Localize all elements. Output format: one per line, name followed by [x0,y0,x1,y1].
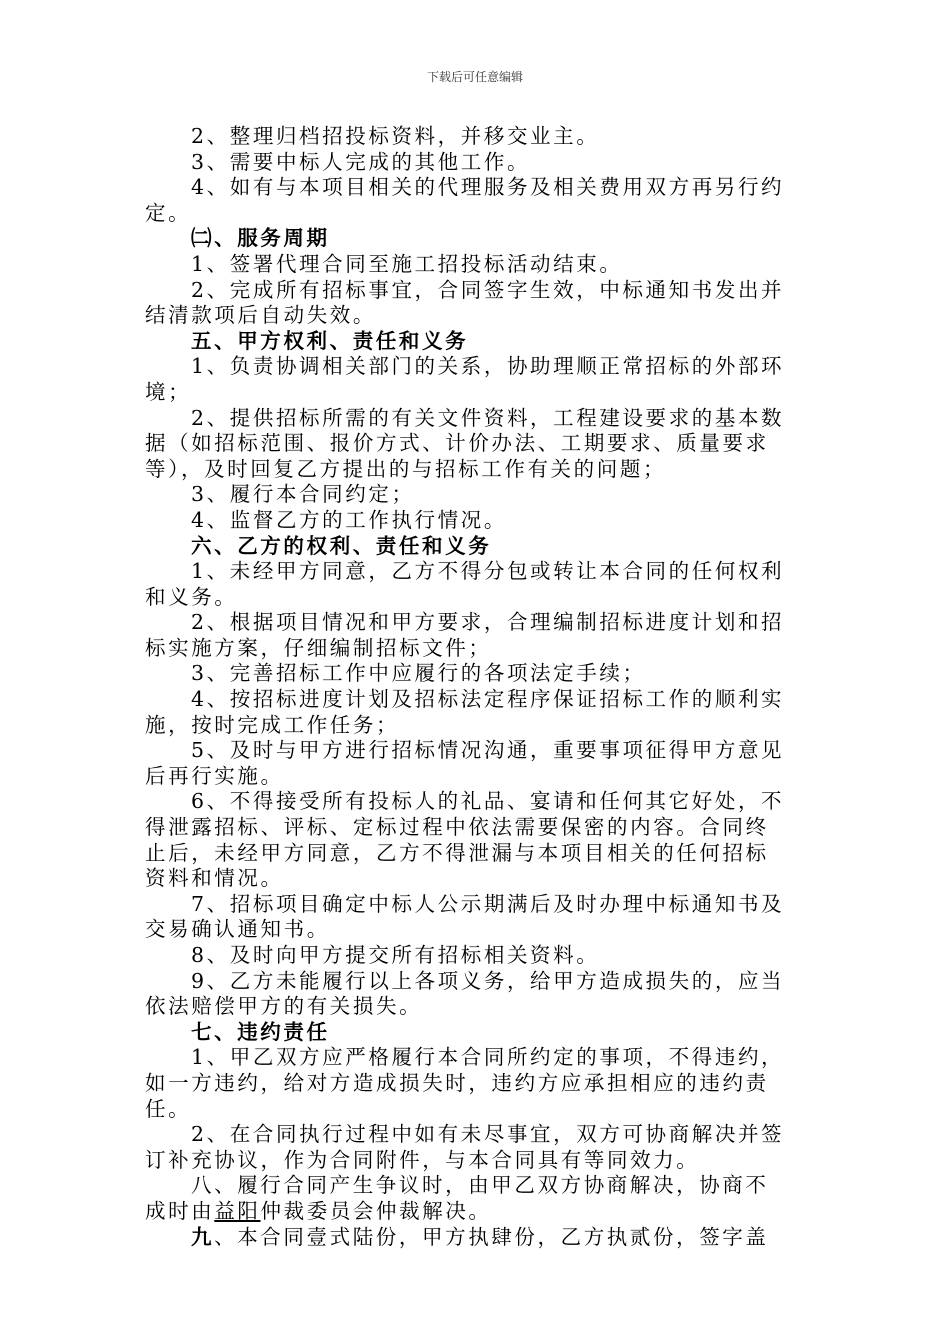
paragraph-line [145,1199,805,1225]
section-heading: 六、乙方的权利、责任和义务 [191,533,492,558]
paragraph-line: 5、及时与甲方进行招标情况沟通，重要事项征得甲方意见 [191,738,785,763]
clause-number: 九 [191,1224,215,1249]
paragraph-line: 2、提供招标所需的有关文件资料，工程建设要求的基本数 [191,405,785,430]
paragraph-line: 定。 [145,200,192,225]
section-heading: ㈡、服务周期 [191,226,330,251]
paragraph-line: 如一方违约，给对方造成损失时，违约方应承担相应的违约责 [145,1070,769,1095]
paragraph-line: 八、履行合同产生争议时，由甲乙双方协商解决，协商不 [191,1173,769,1198]
paragraph-line: 止后，未经甲方同意，乙方不得泄漏与本项目相关的任何招标 [145,840,769,865]
paragraph-line: 4、按招标进度计划及招标法定程序保证招标工作的顺利实 [191,687,785,712]
paragraph-line: 2、整理归档招投标资料，并移交业主。 [191,124,600,148]
paragraph-line [145,1225,805,1251]
section-heading: 七、违约责任 [191,1019,330,1044]
paragraph-line: 1、签署代理合同至施工招投标活动结束。 [191,251,623,276]
underlined-place-name: 益阳 [214,1198,261,1223]
text-segment: 、本合同壹式陆份，甲方执肆份，乙方执贰份，签字盖 [214,1224,769,1249]
paragraph-line: 2、完成所有招标事宜，合同签字生效，中标通知书发出并 [191,277,785,302]
paragraph-line: 交易确认通知书。 [145,917,330,942]
paragraph-line: 3、需要中标人完成的其他工作。 [191,149,531,174]
paragraph-line: 2、根据项目情况和甲方要求，合理编制招标进度计划和招 [191,610,785,635]
paragraph-line: 1、甲乙双方应严格履行本合同所约定的事项，不得违约， [191,1045,785,1070]
paragraph-line: 施，按时完成工作任务； [145,712,400,737]
paragraph-line: 得泄露招标、评标、定标过程中依法需要保密的内容。合同终 [145,815,769,840]
paragraph-line: 后再行实施。 [145,763,284,788]
paragraph-line: 结清款项后自动失效。 [145,303,376,328]
paragraph-line: 和义务。 [145,584,238,609]
paragraph-line: 9、乙方未能履行以上各项义务，给甲方造成损失的，应当 [191,968,785,993]
paragraph-line: 依法赔偿甲方的有关损失。 [145,994,423,1019]
paragraph-line: 据（如招标范围、报价方式、计价办法、工期要求、质量要求 [145,431,769,456]
document-body [145,124,805,1250]
paragraph-line: 境； [145,379,192,404]
paragraph-line: 1、未经甲方同意，乙方不得分包或转让本合同的任何权利 [191,559,785,584]
paragraph-line: 4、监督乙方的工作执行情况。 [191,507,507,532]
page-header: 下载后可任意编辑 [426,70,523,84]
paragraph-line: 任。 [145,1096,192,1121]
text-segment: 仲裁委员会仲裁解决。 [260,1198,492,1223]
paragraph-line: 7、招标项目确定中标人公示期满后及时办理中标通知书及 [191,891,785,916]
paragraph-line: 4、如有与本项目相关的代理服务及相关费用双方再另行约 [191,175,785,200]
paragraph-line: 3、完善招标工作中应履行的各项法定手续； [191,661,646,686]
text-segment: 成时由 [145,1198,215,1223]
paragraph-line: 等），及时回复乙方提出的与招标工作有关的问题； [145,456,667,481]
paragraph-line: 资料和情况。 [145,866,284,891]
paragraph-line: 2、在合同执行过程中如有未尽事宜，双方可协商解决并签 [191,1122,785,1147]
paragraph-line: 3、履行本合同约定； [191,482,415,507]
paragraph-line: 标实施方案，仔细编制招标文件； [145,635,492,660]
paragraph-line: 订补充协议，作为合同附件，与本合同具有等同效力。 [145,1147,700,1172]
paragraph-line: 6、不得接受所有投标人的礼品、宴请和任何其它好处，不 [191,789,785,814]
paragraph-line: 1、负责协调相关部门的关系，协助理顺正常招标的外部环 [191,354,785,379]
section-heading: 五、甲方权利、责任和义务 [191,328,469,353]
paragraph-line: 8、及时向甲方提交所有招标相关资料。 [191,943,600,967]
